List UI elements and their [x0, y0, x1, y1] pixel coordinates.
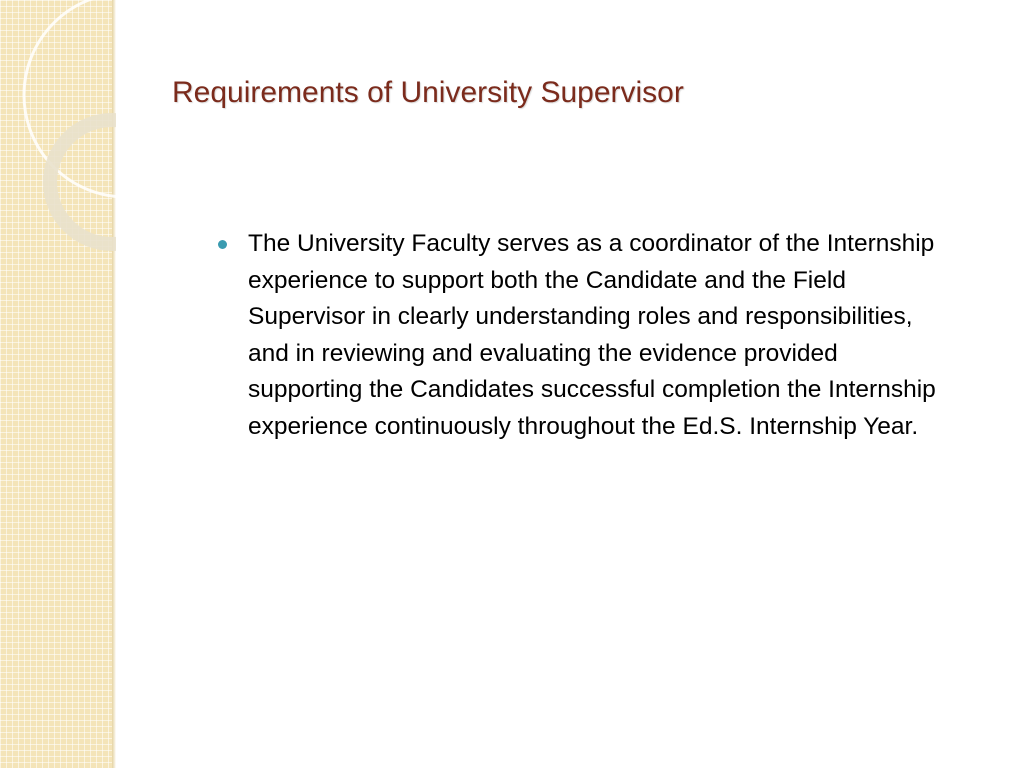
slide-title: Requirements of University Supervisor: [172, 76, 684, 109]
decorative-rings: [0, 0, 116, 768]
bullet-dot-icon: [218, 240, 227, 249]
bullet-list: [216, 226, 956, 445]
bullet-text: The University Faculty serves as a coordinator of the Internship experience to support both the Candidate and the Field Supervisor in clearly understanding roles and responsibilities, and in reviewing and evaluating the evidence provided supporting the Candidates successful completion the Internship experience continuously throughout the Ed.S. Internship Year.: [248, 230, 936, 440]
decorative-ring-medium: [50, 120, 116, 244]
bullet-item: [216, 226, 956, 445]
slide-content: [216, 226, 956, 445]
decorative-ring-large: [24, 0, 116, 197]
